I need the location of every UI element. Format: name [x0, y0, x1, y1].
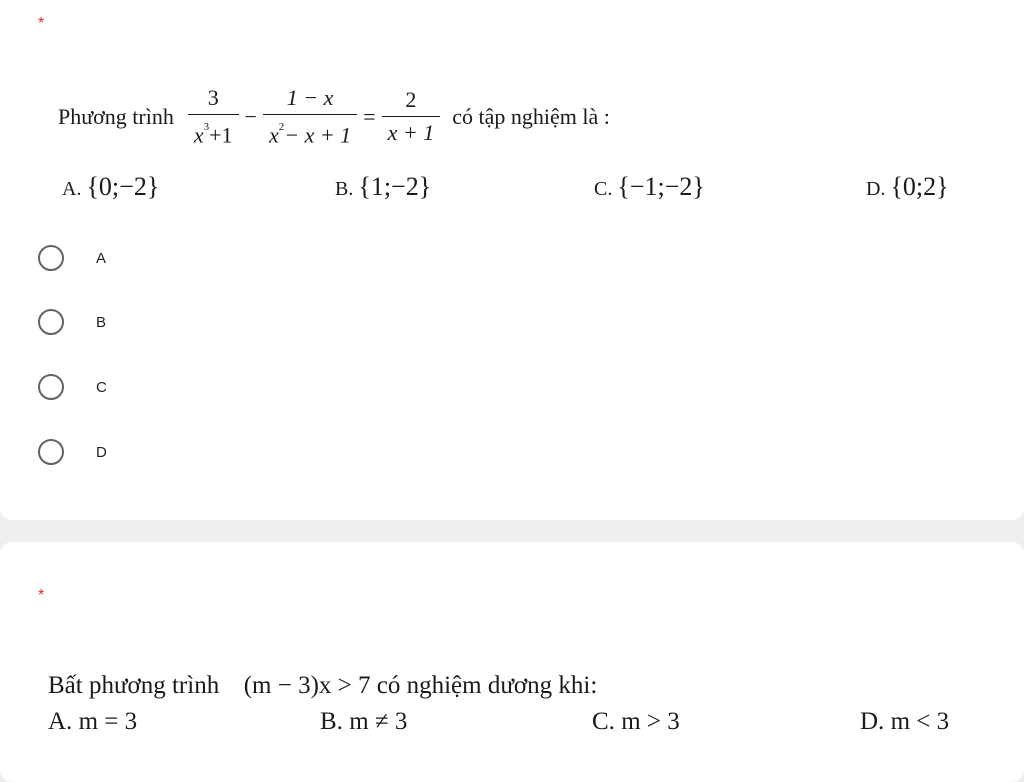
answer-letter: B.	[335, 178, 354, 200]
minus-sign: −	[244, 103, 257, 129]
required-asterisk: *	[38, 15, 45, 32]
answer-option-c	[592, 708, 680, 736]
radio-label[interactable]: D	[96, 443, 107, 461]
answer-set: {0;−2}	[86, 172, 160, 201]
radio-label[interactable]: B	[96, 313, 107, 331]
radio-label[interactable]: C	[96, 378, 107, 396]
required-asterisk: *	[38, 587, 45, 604]
question-2-expression: (m − 3)x > 7	[243, 672, 371, 699]
answer-letter: A.	[62, 178, 82, 200]
answer-set: {1;−2}	[358, 172, 432, 201]
question-2-prefix: Bất phương trình	[48, 672, 220, 699]
equals-sign: =	[363, 103, 376, 129]
question-1-prefix: Phương trình	[58, 103, 174, 129]
answer-letter: D.	[866, 178, 886, 200]
fraction-3-denominator: x + 1	[382, 116, 441, 146]
answer-option-d	[860, 708, 949, 736]
answer-set: {0;2}	[890, 172, 949, 201]
fraction-1-den-rest: +1	[209, 122, 233, 148]
answer-letter: C.	[594, 178, 613, 200]
fraction-2	[263, 85, 357, 148]
answer-letter: A.	[48, 708, 73, 735]
answer-letter: C.	[592, 708, 615, 735]
radio-label[interactable]: A	[96, 249, 107, 267]
answer-option-b	[335, 172, 431, 202]
fraction-2-den-exp: 2	[278, 121, 285, 133]
radio-button[interactable]	[38, 374, 64, 400]
fraction-1	[188, 85, 239, 148]
question-2-suffix: có nghiệm dương khi:	[376, 672, 598, 699]
fraction-3	[382, 87, 441, 146]
fraction-1-den-exp: 3	[203, 121, 210, 133]
answer-set: {−1;−2}	[617, 172, 705, 201]
fraction-2-numerator: 1 − x	[286, 85, 334, 110]
fraction-3-numerator: 2	[405, 87, 417, 113]
radio-choice-a[interactable]	[38, 243, 106, 273]
answer-option-c	[594, 172, 705, 202]
question-card-2	[0, 542, 1024, 782]
question-1-text	[58, 85, 610, 148]
answer-value: m ≠ 3	[349, 708, 408, 735]
answer-option-a	[62, 172, 159, 202]
question-1-suffix: có tập nghiệm là :	[452, 103, 610, 129]
question-2-text	[48, 672, 597, 700]
answer-value: m > 3	[621, 708, 680, 735]
radio-choice-c[interactable]	[38, 372, 107, 402]
fraction-2-den-rest: − x + 1	[284, 122, 352, 148]
radio-button[interactable]	[38, 245, 64, 271]
fraction-1-den-base: x	[193, 122, 204, 148]
answer-option-d	[866, 172, 949, 202]
fraction-1-numerator: 3	[207, 85, 219, 110]
radio-choice-d[interactable]	[38, 437, 107, 467]
answer-value: m = 3	[78, 708, 138, 735]
fraction-2-denominator	[263, 114, 357, 148]
fraction-1-denominator	[188, 114, 239, 148]
answer-option-a	[48, 708, 137, 736]
radio-button[interactable]	[38, 309, 64, 335]
fraction-2-den-base: x	[268, 122, 279, 148]
answer-option-b	[320, 708, 407, 736]
answer-value: m < 3	[890, 708, 950, 735]
answer-letter: D.	[860, 708, 885, 735]
answer-letter: B.	[320, 708, 343, 735]
radio-choice-b[interactable]	[38, 307, 106, 337]
radio-button[interactable]	[38, 439, 64, 465]
